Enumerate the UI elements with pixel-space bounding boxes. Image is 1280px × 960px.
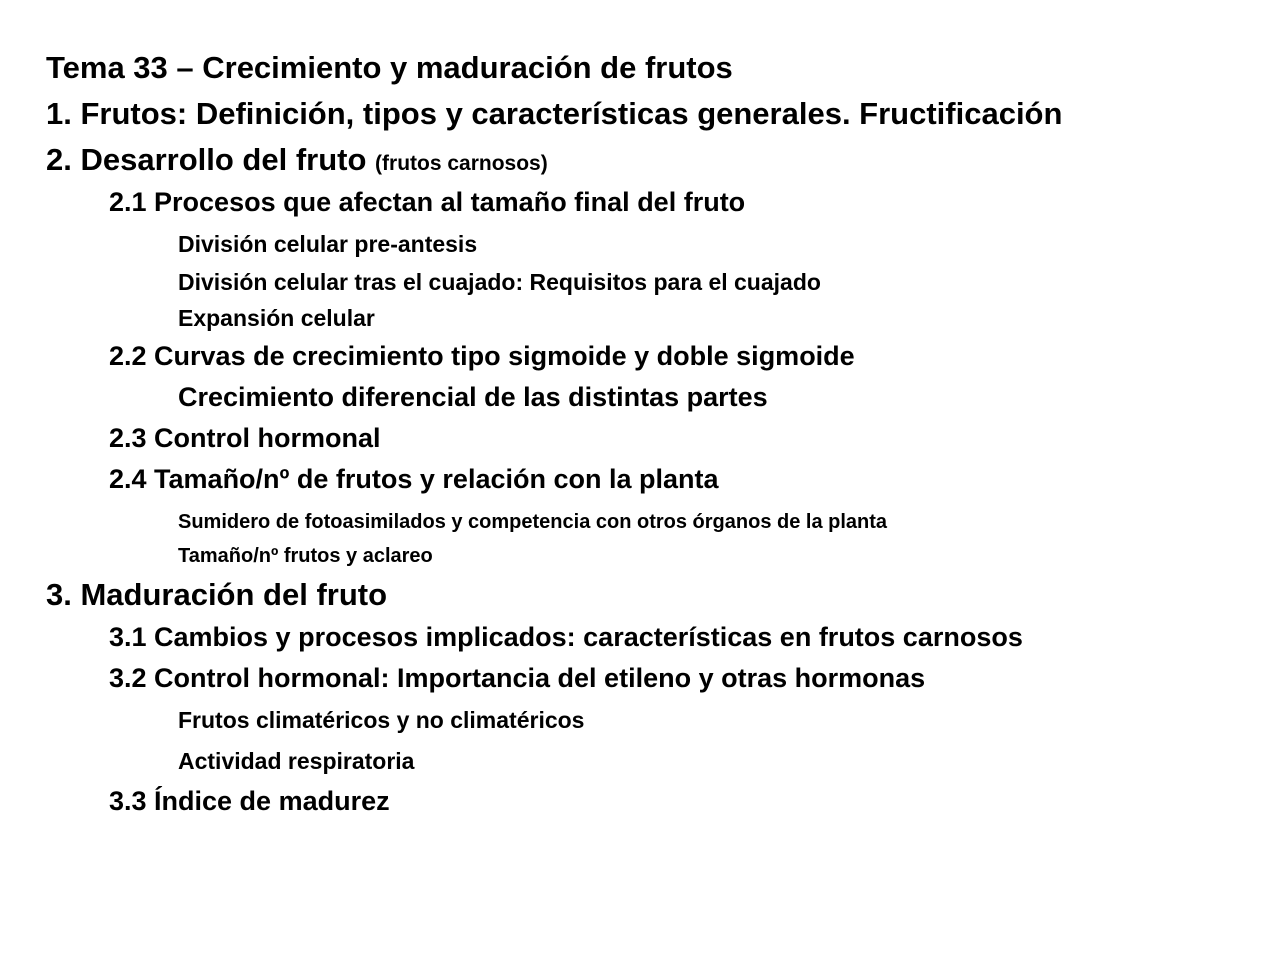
- item-tamano-aclareo: Tamaño/nº frutos y aclareo: [178, 545, 433, 567]
- item-sumidero: Sumidero de fotoasimilados y competencia con otros órganos de la planta: [178, 511, 888, 533]
- section-1-heading: 1. Frutos: Definición, tipos y características generales. Fructificación: [46, 96, 1063, 131]
- page-title: Tema 33 – Crecimiento y maduración de frutos: [46, 50, 733, 85]
- item-division-pre-antesis: División celular pre-antesis: [178, 231, 478, 257]
- item-frutos-climatericos: Frutos climatéricos y no climatéricos: [178, 707, 585, 733]
- section-2-heading-text: 2. Desarrollo del fruto: [46, 142, 367, 177]
- item-crecimiento-diferencial: Crecimiento diferencial de las distintas partes: [178, 382, 768, 412]
- section-3-heading: 3. Maduración del fruto: [46, 577, 388, 612]
- item-actividad-respiratoria: Actividad respiratoria: [178, 748, 415, 774]
- subsection-2-2: 2.2 Curvas de crecimiento tipo sigmoide y doble sigmoide: [109, 341, 855, 371]
- subsection-3-3: 3.3 Índice de madurez: [109, 786, 390, 816]
- section-2-heading-note: (frutos carnosos): [375, 152, 548, 175]
- section-2-heading: [46, 144, 548, 175]
- item-expansion-celular: Expansión celular: [178, 305, 375, 331]
- subsection-2-1: 2.1 Procesos que afectan al tamaño final del fruto: [109, 187, 746, 217]
- subsection-3-1: 3.1 Cambios y procesos implicados: características en frutos carnosos: [109, 622, 1023, 652]
- subsection-2-4: 2.4 Tamaño/nº de frutos y relación con la planta: [109, 464, 719, 494]
- subsection-2-3: 2.3 Control hormonal: [109, 423, 381, 453]
- subsection-3-2: 3.2 Control hormonal: Importancia del etileno y otras hormonas: [109, 663, 926, 693]
- item-division-tras-cuajado: División celular tras el cuajado: Requisitos para el cuajado: [178, 269, 821, 295]
